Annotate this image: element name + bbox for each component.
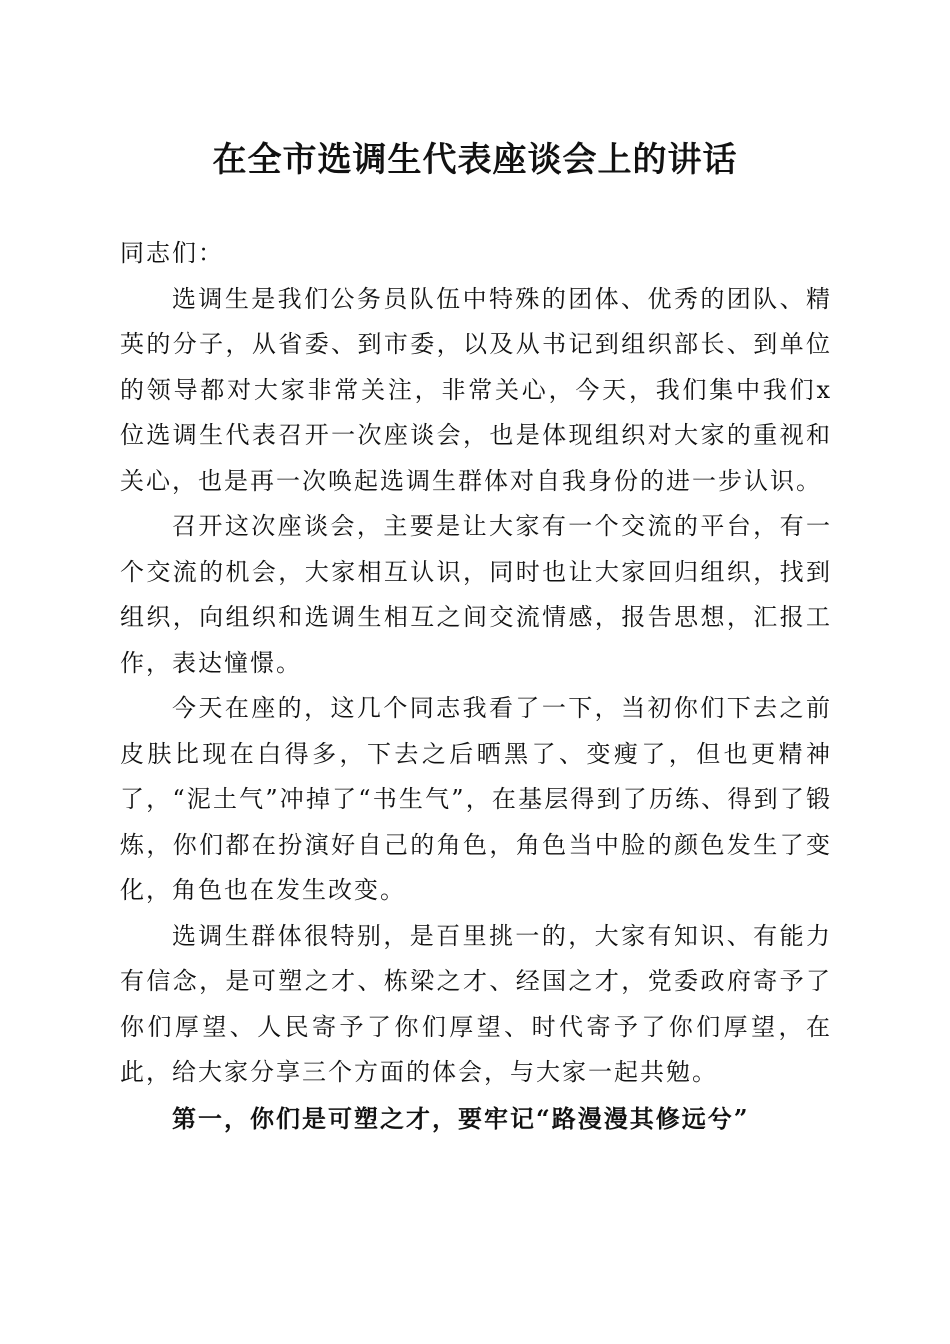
section-heading-1: 第一，你们是可塑之才，要牢记“路漫漫其修远兮” [172,1103,750,1133]
document-title: 在全市选调生代表座谈会上的讲话 [212,140,738,180]
paragraph-2: 召开这次座谈会，主要是让大家有一个交流的平台，有一个交流的机会，大家相互认识，同时也让大家回归组织，找到组织，向组织和选调生相互之间交流情感，报告思想，汇报工作，表达憧憬。 [120,512,832,677]
paragraph-4: 选调生群体很特别，是百里挑一的，大家有知识、有能力有信念，是可塑之才、栋梁之才、经国之才，党委政府寄予了你们厚望、人民寄予了你们厚望、时代寄予了你们厚望，在此，给大家分享三个方面的体会，与大家一起共勉。 [120,921,832,1086]
paragraph-3: 今天在座的，这几个同志我看了一下，当初你们下去之前皮肤比现在白得多，下去之后晒黑了、变瘦了，但也更精神了，“泥土气”冲掉了“书生气”，在基层得到了历练、得到了锻炼，你们都在扮演好自己的角色，角色当中脸的颜色发生了变化，角色也在发生改变。 [120,694,832,904]
paragraph-1: 选调生是我们公务员队伍中特殊的团体、优秀的团队、精英的分子，从省委、到市委，以及从书记到组织部长、到单位的领导都对大家非常关注，非常关心，今天，我们集中我们x位选调生代表召开一次座谈会，也是体现组织对大家的重视和关心，也是再一次唤起选调生群体对自我身份的进一步认识。 [120,284,832,495]
salutation: 同志们： [120,239,224,267]
document-body [120,231,832,1141]
